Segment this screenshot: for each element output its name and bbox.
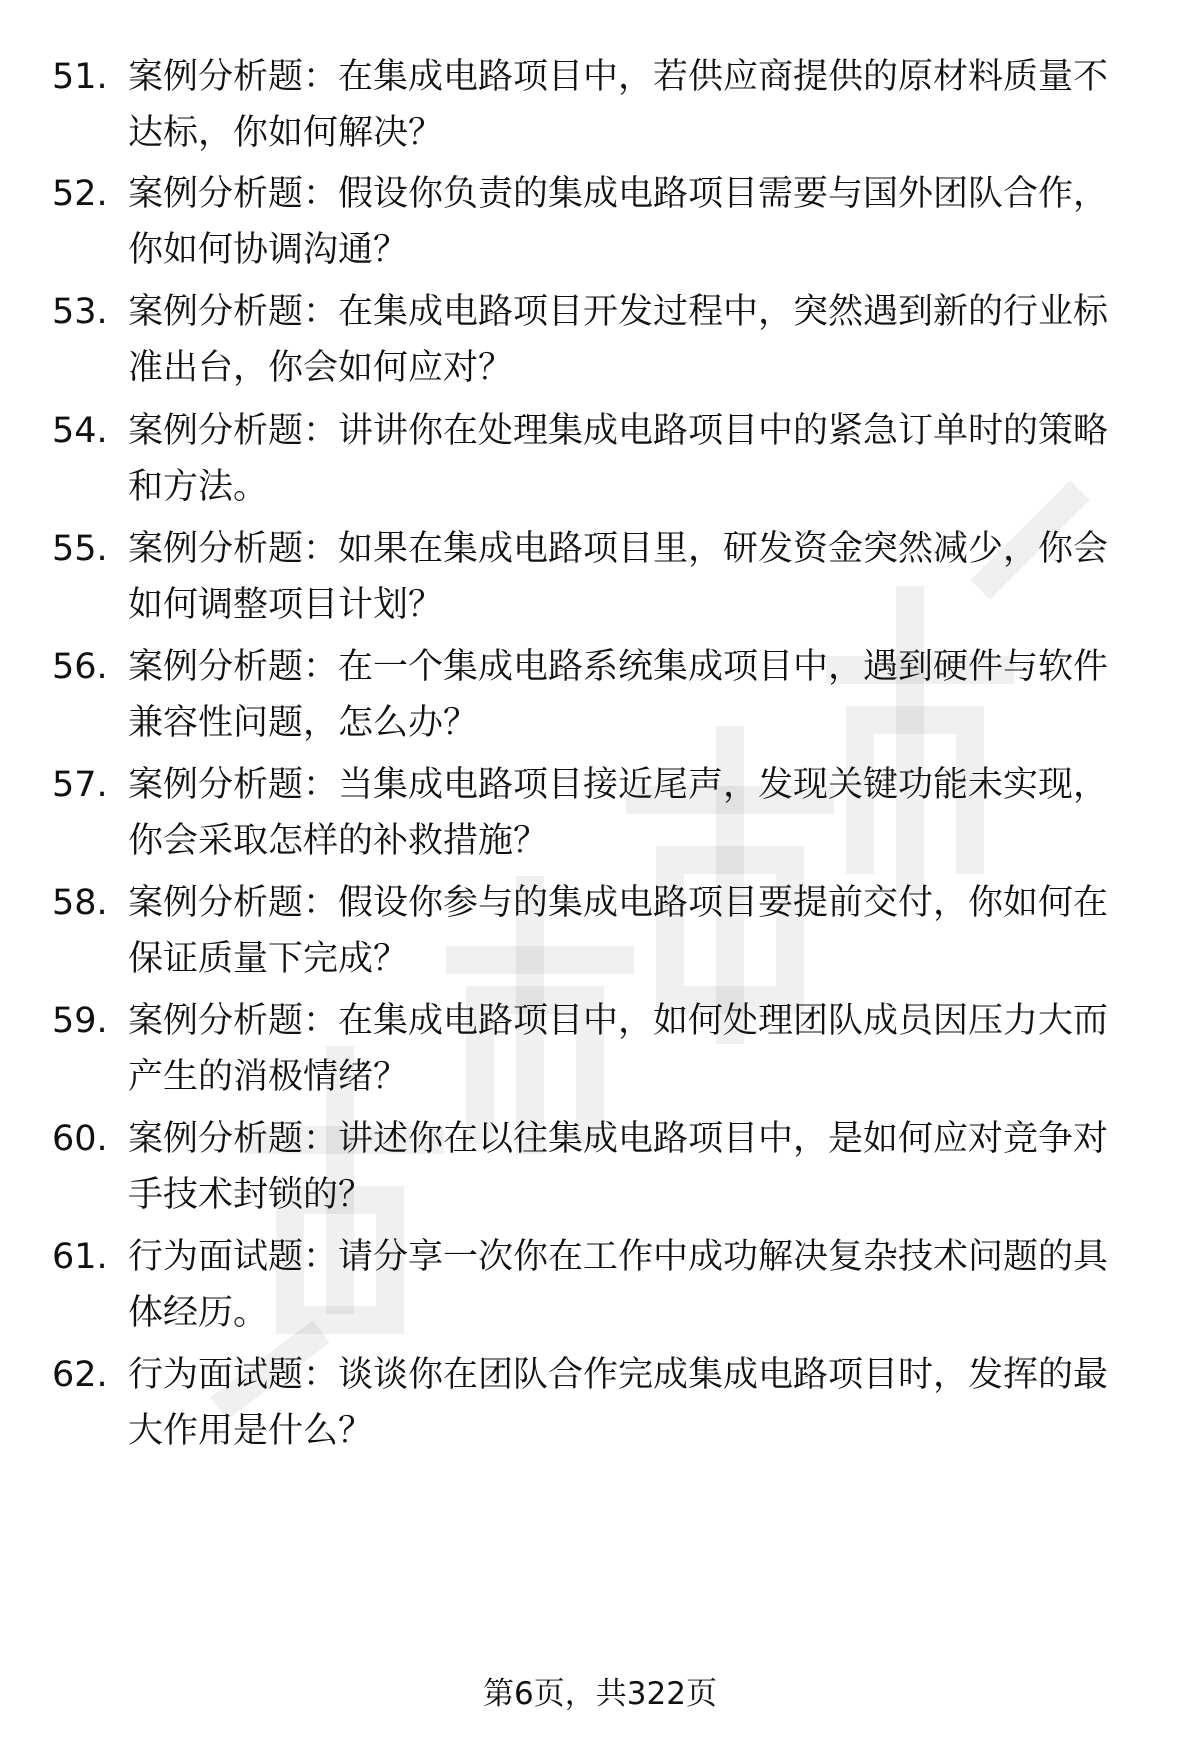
question-item xyxy=(0,1229,1200,1349)
question-text: 案例分析题：在一个集成电路系统集成项目中，遇到硬件与软件兼容性问题，怎么办？ xyxy=(128,647,1109,743)
question-text: 案例分析题：在集成电路项目中，如何处理团队成员因压力大而产生的消极情绪？ xyxy=(128,1001,1109,1097)
question-text: 案例分析题：假设你参与的集成电路项目要提前交付，你如何在保证质量下完成？ xyxy=(128,883,1109,979)
question-item xyxy=(0,403,1200,523)
question-number: 53. xyxy=(52,292,108,332)
question-number: 59. xyxy=(52,1001,108,1041)
question-number: 56. xyxy=(52,647,108,687)
question-item xyxy=(0,1111,1200,1231)
question-number: 57. xyxy=(52,765,108,805)
question-text: 案例分析题：假设你负责的集成电路项目需要与国外团队合作，你如何协调沟通？ xyxy=(128,174,1109,270)
question-item xyxy=(0,757,1200,877)
question-item xyxy=(0,166,1200,286)
question-item xyxy=(0,521,1200,641)
question-text: 案例分析题：讲述你在以往集成电路项目中，是如何应对竞争对手技术封锁的？ xyxy=(128,1119,1109,1215)
question-number: 52. xyxy=(52,174,108,214)
question-item xyxy=(0,49,1200,169)
question-text: 行为面试题：请分享一次你在工作中成功解决复杂技术问题的具体经历。 xyxy=(128,1237,1109,1333)
question-text: 行为面试题：谈谈你在团队合作完成集成电路项目时，发挥的最大作用是什么？ xyxy=(128,1355,1109,1451)
question-number: 58. xyxy=(52,883,108,923)
question-item xyxy=(0,1347,1200,1467)
question-number: 55. xyxy=(52,529,108,569)
question-number: 61. xyxy=(52,1237,108,1277)
question-text: 案例分析题：在集成电路项目中，若供应商提供的原材料质量不达标，你如何解决？ xyxy=(128,57,1109,153)
question-number: 60. xyxy=(52,1119,108,1159)
question-text: 案例分析题：如果在集成电路项目里，研发资金突然减少，你会如何调整项目计划？ xyxy=(128,529,1109,625)
question-text: 案例分析题：当集成电路项目接近尾声，发现关键功能未实现，你会采取怎样的补救措施？ xyxy=(128,765,1109,861)
question-item xyxy=(0,639,1200,759)
question-number: 62. xyxy=(52,1355,108,1395)
question-item xyxy=(0,875,1200,995)
question-item xyxy=(0,993,1200,1113)
question-text: 案例分析题：讲讲你在处理集成电路项目中的紧急订单时的策略和方法。 xyxy=(128,411,1109,507)
page-footer: 第6页，共322页 xyxy=(483,1676,717,1712)
question-number: 51. xyxy=(52,57,108,97)
question-text: 案例分析题：在集成电路项目开发过程中，突然遇到新的行业标准出台，你会如何应对？ xyxy=(128,292,1109,388)
question-item xyxy=(0,284,1200,404)
question-number: 54. xyxy=(52,411,108,451)
